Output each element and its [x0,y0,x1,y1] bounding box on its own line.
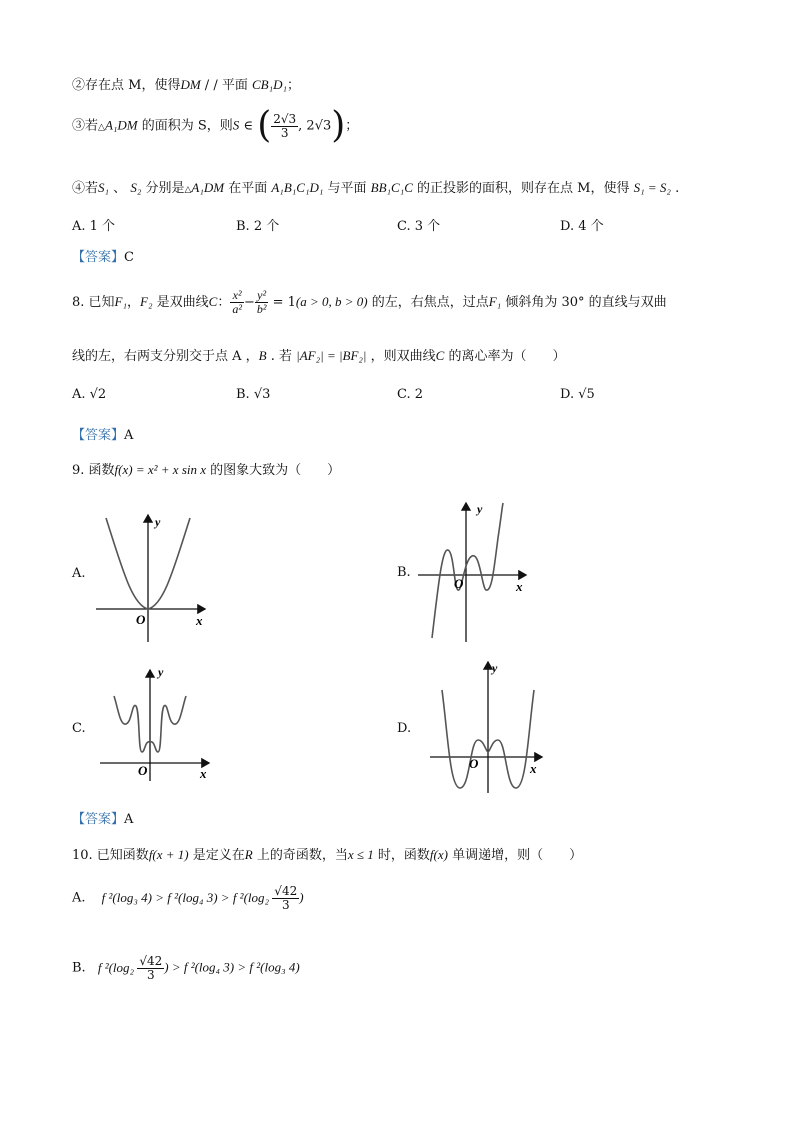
q9-stem [72,459,340,478]
answer-value: C [124,250,134,265]
q8-curve-name-2: C [435,348,445,363]
triangle-icon: △ [184,185,192,195]
q8-f1b: F₁ [488,294,502,309]
origin-label: O [469,756,479,771]
q10-function: f(x + 1) [148,847,189,862]
q9-function: f(x) = x² + x sin x [114,462,207,477]
q7-item3-upper: , 2√3 [298,118,332,134]
origin-label: O [136,612,146,627]
q7-item4-s2: S₂ [130,180,142,195]
left-paren-icon: ( [257,105,272,146]
q8-rest1: 的左，右焦点，过点 [367,295,489,310]
q7-item4-mid3: 与平面 [323,181,371,196]
q10-condition: x ≤ 1 [347,847,374,862]
q8-option-b: B. √3 [236,387,271,402]
y-label: y [155,515,161,529]
q8-stem-line1 [72,287,667,318]
q7-item4-mid2: 在平面 [224,181,272,196]
q10-option-a-expr: f ²(log₃ 4) > f ²(log₄ 3) > f ²(log₂ [101,889,273,905]
q8-option-d: D. √5 [560,387,595,402]
q8-line2-a: 线的左，右两支分别交于点 A ， [72,349,259,364]
q8-option-a: A. √2 [72,387,107,402]
q8-rest2: 倾斜角为 30° 的直线与双曲 [501,295,667,310]
q10-option-b-num: √42 [139,954,163,968]
q10-option-a-num: √42 [274,884,298,898]
q9-label-c: C. [72,721,86,736]
q10-lead: 10. 已知函数 [72,848,149,863]
y-label: y [492,661,498,675]
q10-option-a-fraction [272,885,299,911]
q10-option-b-expr: f ²(log₂ [97,959,138,975]
q8-b2: b² [256,302,267,316]
y-label: y [477,502,483,516]
q9-label-d: D. [397,721,412,736]
q8-f1: F₁ [114,294,128,309]
q7-option-b: B. 2 个 [236,219,280,234]
answer-value: A [124,812,134,827]
q10-mid2: 上的奇函数，当 [252,848,348,863]
q9-rest: 的图象大致为（ ） [206,463,341,478]
q10-option-b-den: 3 [146,967,155,982]
q8-option-c: C. 2 [397,387,424,402]
x-label: x [200,766,207,781]
q8-condition: (a > 0, b > 0) [295,294,368,309]
q10-R: R [244,847,253,862]
q8-answer [72,424,133,443]
triangle-icon: △ [98,122,105,133]
right-paren-icon: ) [331,105,346,146]
q10-option-a-label: A. [72,890,86,906]
q8-comma: ， [127,295,141,310]
q10-option-b-fraction [137,955,164,981]
q8-af2: |AF₂| = |BF₂| [296,348,367,363]
q8-line2-d: 的离心率为（ ） [444,349,566,364]
q8-line2-B: B [258,348,267,363]
q7-item3-S: S [232,117,240,133]
q7-item3-in: ∈ [239,118,258,134]
q10-mid3: 时，函数 [373,848,430,863]
q7-item2-parallel: / / 平面 [200,78,252,93]
q7-option-a: A. 1 个 [72,219,116,234]
q7-item4-end: . [670,181,680,196]
q8-frac-x [230,289,244,315]
curve [432,503,503,638]
q9-graph-c [96,662,218,782]
q7-item3-triangle: A₁DM [104,117,138,133]
q8-x2: x² [230,289,244,303]
x-label: x [530,761,537,776]
q7-item4-sep: 、 [109,181,131,196]
q7-item3-num: 2√3 [273,111,297,126]
q8-f2: F₂ [140,294,153,309]
answer-tag: 【答案】 [72,812,125,827]
q7-item4-plane1: A₁B₁C₁D₁ [271,180,324,195]
q7-item4-text: ④若 [72,181,99,196]
q10-fx: f(x) [429,847,448,862]
q10-option-a-den: 3 [281,897,290,912]
origin-label: O [454,576,464,591]
q8-eq1: = 1 [268,295,296,310]
y-label: y [158,665,164,679]
q10-option-a [72,885,304,911]
q7-item4-s1: S₁ [98,180,110,195]
q9-label-b: B. [397,565,411,580]
q10-stem [72,844,582,863]
q10-mid1: 是定义在 [188,848,245,863]
q8-a2: a² [232,302,242,316]
answer-value: A [124,428,134,443]
q7-item4-plane2: BB₁C₁C [370,180,413,195]
q8-minus: − [243,295,255,310]
q7-item4-eq: S₁ = S₂ [633,180,671,195]
q7-option-d: D. 4 个 [560,219,604,234]
q7-item2-text: ②存在点 M，使得 [72,78,181,93]
q7-item-3 [72,105,359,146]
q8-lead: 8. 已知 [72,295,115,310]
answer-tag: 【答案】 [72,428,125,443]
q7-item2-plane: CB₁D₁ [251,77,288,92]
q9-lead: 9. 函数 [72,463,115,478]
x-label: x [516,579,523,594]
q7-item4-mid1: 分别是 [141,181,185,196]
q8-colon: ： [217,295,231,310]
q7-item4-mid4: 的正投影的面积，则存在点 M，使得 [412,181,634,196]
q7-item3-den: 3 [280,125,289,140]
q10-option-a-end: ) [299,889,304,905]
q7-item-4 [72,177,679,196]
q7-option-c: C. 3 个 [397,219,441,234]
q8-curve-name: C [208,294,218,309]
x-label: x [196,613,203,628]
q8-mid1: 是双曲线 [152,295,209,310]
q10-option-b-rest: ) > f ²(log₄ 3) > f ²(log₃ 4) [164,959,300,975]
q7-item2-expr: DM [180,77,201,92]
q7-answer [72,246,134,265]
q7-item4-triangle: A₁DM [191,180,225,195]
q8-frac-y [255,289,269,315]
q10-option-b [72,955,300,981]
q7-item2-end: ； [287,78,301,93]
answer-tag: 【答案】 [72,250,125,265]
q7-item3-end: ； [345,118,359,134]
q8-stem-line2 [72,345,565,364]
origin-label: O [138,763,148,778]
q7-item3-fraction [271,113,298,139]
q10-option-b-label: B. [72,960,86,976]
q9-graph-d [426,656,548,794]
q8-line2-b: . 若 [266,349,297,364]
q8-y2: y² [255,289,269,303]
q7-item-2 [72,74,300,93]
q10-rest: 单调递增，则（ ） [447,848,583,863]
q9-label-a: A. [72,566,86,581]
q7-item3-text: ③若 [72,118,99,134]
q9-answer [72,808,133,827]
q7-item3-mid: 的面积为 S，则 [137,118,233,134]
q9-graph-a [92,508,214,643]
q8-line2-c: ，则双曲线 [366,349,436,364]
q9-graph-b [410,498,532,643]
